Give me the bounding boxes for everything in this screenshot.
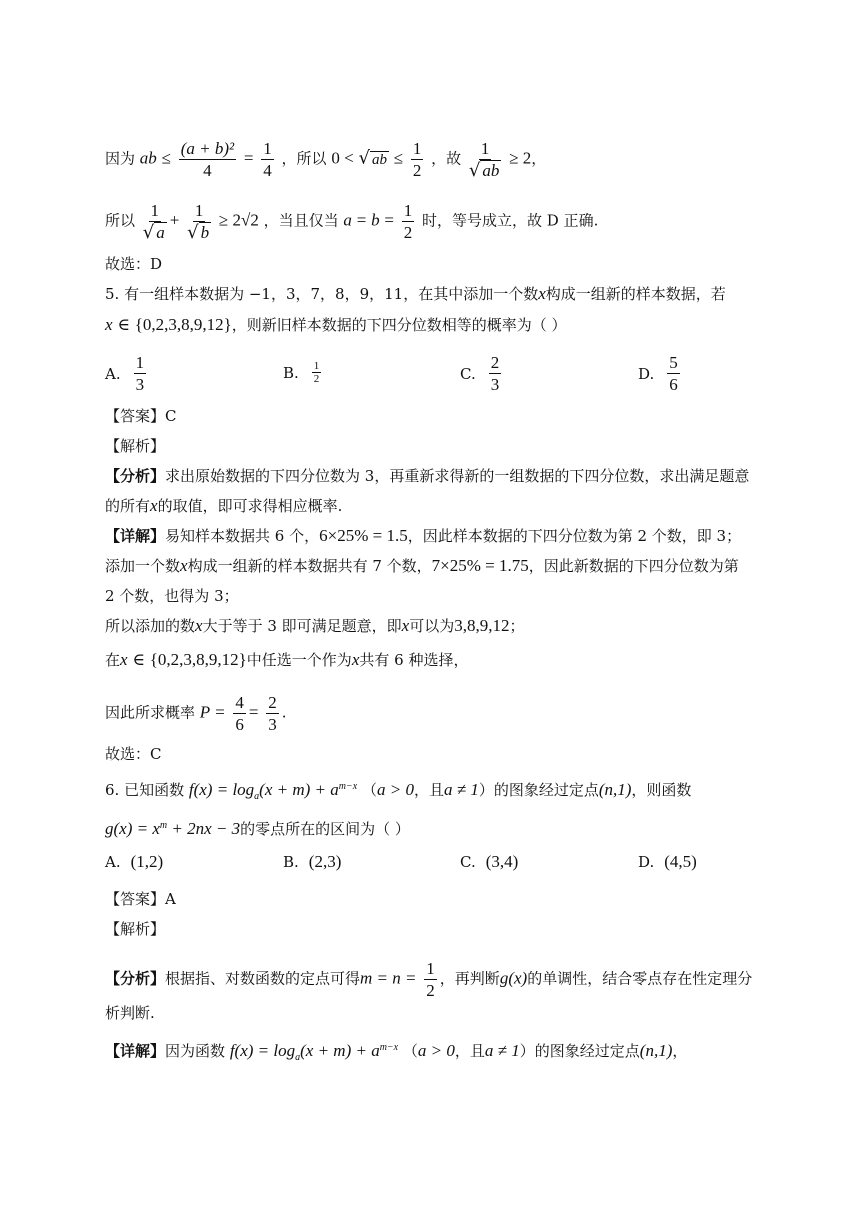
q5-stem-2: x ∈ {0,2,3,8,9,12}，则新旧样本数据的下四分位数相等的概率为（ ） (105, 315, 567, 334)
text: 因为 (105, 149, 136, 168)
q6-stem-1: 6. 已知函数 $f(x) = \log_a(x + m) + a^{m-x}$ （a > 0，且a ≠ 1）的图象经过定点(n,1)，则函数 (105, 780, 692, 802)
q6-analysis-1: 【分析】根据指、对数函数的定点可得m = n = $\frac{1}{2}$ ，再判断g(x)的单调性，结合零点存在性定理分 (105, 959, 753, 1000)
q5-detail-1: 【详解】易知样本数据共 6 个，6×25% = 1.5，因此样本数据的下四分位数为第 2 个数，即 3； (105, 526, 742, 545)
q6-option-a[interactable]: A. (1,2) (105, 852, 164, 871)
q5-option-d[interactable]: D. $\frac{5}{6}$ (638, 353, 678, 394)
q5-detail-5: 在x ∈ {0,2,3,8,9,12}中任选一个作为x共有 6 种选择， (105, 650, 469, 669)
q5-option-a[interactable]: A. $\frac{1}{3}$ (105, 353, 145, 394)
text: 所以 (105, 211, 136, 230)
q6-detail-1: 【详解】因为函数 $f(x) = \log_a(x + m) + a^{m-x}$ （a > 0，且a ≠ 1）的图象经过定点(n,1)， (105, 1041, 688, 1063)
top-line-1: 因为 ab ≤ $\frac{\text{(a + b)²}}{4}$ = $\frac{1}{4}$ ，所以 0 < √ ab ≤ $\frac{1}{2}$ ，故 $\frac{1}{√ ab}$ ≥ 2， (105, 139, 547, 181)
q5-jiexi: 【解析】 (105, 437, 166, 455)
text: ，故 (431, 149, 462, 168)
q5-end: 故选：C (105, 745, 162, 763)
q5-analysis-1: 【分析】求出原始数据的下四分位数为 3，再重新求得新的一组数据的下四分位数，求出满足题意 (105, 467, 750, 485)
q5-analysis-2: 的所有x的取值，即可求得相应概率. (105, 496, 343, 515)
q5-detail-6: 因此所求概率 P = $\frac{4}{6}$ = $\frac{2}{3}$ . (105, 693, 287, 734)
q6-option-b[interactable]: B. (2,3) (283, 852, 342, 871)
q6-analysis-2: 析判断. (105, 1004, 155, 1022)
q6-option-c[interactable]: C. (3,4) (460, 852, 519, 871)
q5-stem-1: 5. 有一组样本数据为 −1，3，7，8，9，11，在其中添加一个数x构成一组新的样本数据，若 (105, 284, 726, 303)
q5-answer: 【答案】C (105, 407, 177, 425)
q5-detail-3: 2 个数，也得为 3； (105, 587, 239, 605)
text: ，当且仅当 (263, 211, 339, 230)
q5-detail-2: 添加一个数x构成一组新的样本数据共有 7 个数，7×25% = 1.75，因此新数据的下四分位数为第 (105, 556, 739, 575)
top-line-2: 所以 $\frac{1}{√ a}$ + $\frac{1}{√ b}$ ≥ 2√2 ，当且仅当 a = b = $\frac{1}{2}$ 时，等号成立，故 D 正确. (105, 201, 599, 243)
set: {0,2,3,8,9,12} (134, 315, 232, 334)
q6-option-d[interactable]: D. (4,5) (638, 852, 697, 871)
q6-jiexi: 【解析】 (105, 920, 166, 938)
q6-stem-2: $g(x) = x^m + 2nx - 3$的零点所在的区间为（ ） (105, 819, 410, 838)
fraction: $\frac{\text{(a + b)²}}{4}$ (180, 139, 235, 180)
q5-option-b[interactable]: B. $\frac{1}{2}$ (283, 360, 320, 385)
top-line-3: 故选：D (105, 255, 163, 273)
text: 时，等号成立，故 D 正确. (422, 211, 599, 230)
q6-answer: 【答案】A (105, 890, 176, 908)
text: ，所以 (281, 149, 327, 168)
q5-detail-4: 所以添加的数x大于等于 3 即可满足题意，即x可以为3,8,9,12； (105, 616, 525, 635)
q5-option-c[interactable]: C. $\frac{2}{3}$ (460, 353, 500, 394)
